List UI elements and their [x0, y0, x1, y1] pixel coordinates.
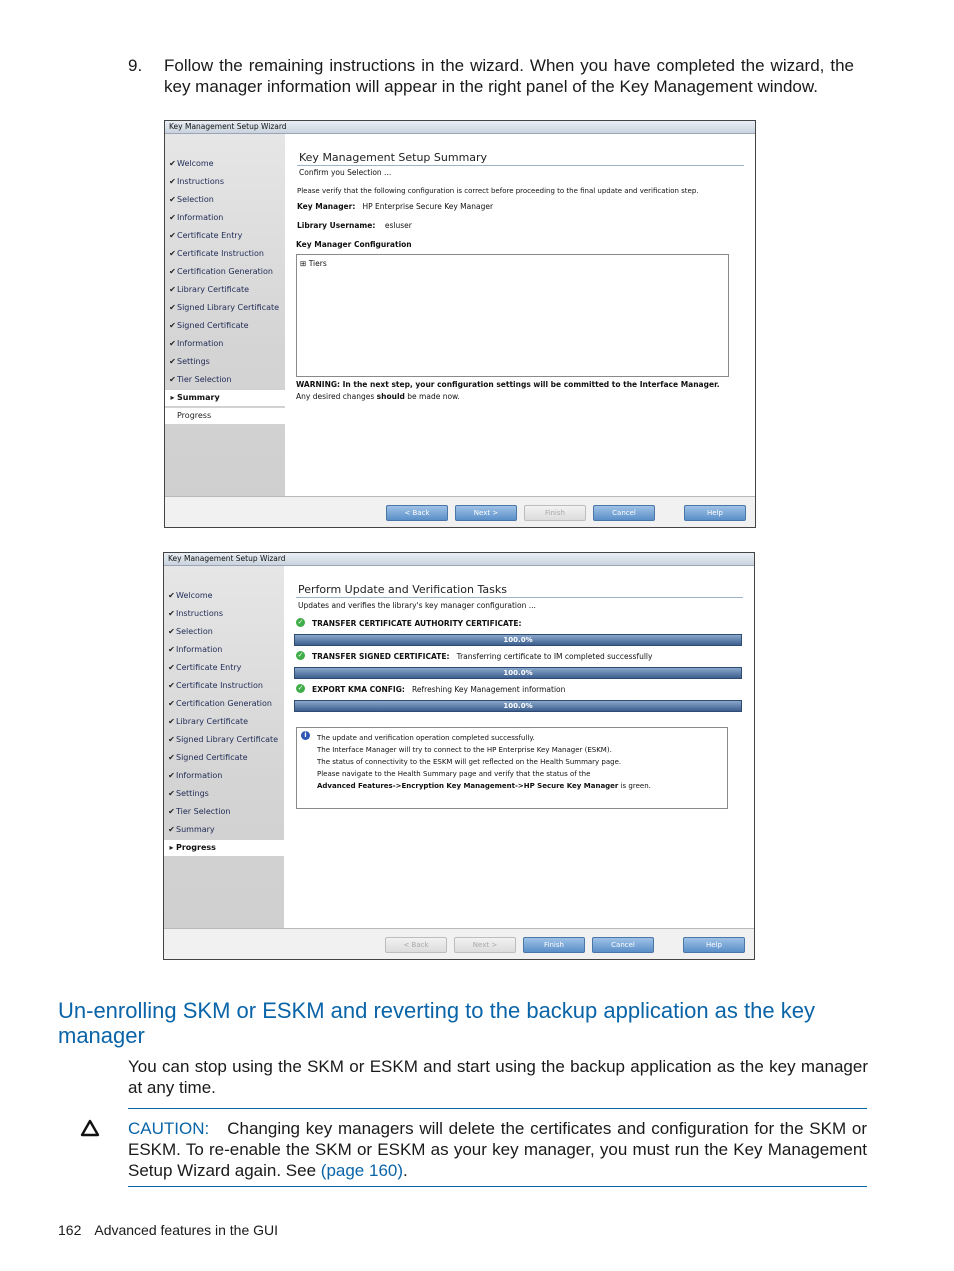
success-icon: ✓ — [297, 684, 304, 692]
info-path: Advanced Features->Encryption Key Management->HP Secure Key Manager — [317, 782, 619, 790]
sidebar-item-label: Information — [176, 771, 223, 780]
wizard-footer — [165, 496, 755, 527]
check-icon: ✔ — [169, 195, 176, 204]
info-tail: is green. — [618, 782, 651, 790]
sidebar-item-label: Summary — [176, 825, 215, 834]
task-row — [312, 685, 565, 694]
finish-button[interactable]: Finish — [523, 937, 585, 953]
sidebar-item[interactable] — [165, 318, 285, 334]
key-manager-label: Key Manager: — [297, 202, 356, 211]
progress-text: 100.0% — [503, 636, 533, 644]
info-line: The Interface Manager will try to connect to the HP Enterprise Key Manager (ESKM). — [317, 746, 612, 754]
wizard-window-title: Key Management Setup Wizard — [164, 553, 754, 566]
sidebar-item-label: Information — [176, 645, 223, 654]
sidebar-item-label: Certification Generation — [176, 699, 272, 708]
cancel-button[interactable]: Cancel — [593, 505, 655, 521]
check-icon: ✔ — [168, 699, 175, 708]
sidebar-item-label: Tier Selection — [177, 375, 232, 384]
sidebar-item[interactable] — [164, 714, 284, 730]
sidebar-item[interactable] — [164, 606, 284, 622]
check-icon: ✔ — [168, 681, 175, 690]
sidebar-item-label: Welcome — [176, 591, 213, 600]
check-icon: ✔ — [169, 357, 176, 366]
sidebar-item[interactable] — [164, 750, 284, 766]
sidebar-item-label: Certification Generation — [177, 267, 273, 276]
check-icon: ✔ — [168, 771, 175, 780]
task-label: TRANSFER SIGNED CERTIFICATE: — [312, 652, 450, 661]
wizard-summary-screenshot — [164, 120, 756, 528]
caution-box — [128, 1108, 867, 1187]
warning-text-a: Any desired changes — [296, 392, 377, 401]
sidebar-item[interactable] — [164, 660, 284, 676]
check-icon: ✔ — [168, 807, 175, 816]
progress-bar — [294, 700, 742, 712]
sidebar-item-label: Information — [177, 339, 224, 348]
key-manager-value: HP Enterprise Secure Key Manager — [362, 202, 494, 211]
sidebar-item[interactable] — [165, 192, 285, 208]
warning-text-c: be made now. — [404, 392, 460, 401]
sidebar-item[interactable] — [164, 696, 284, 712]
finish-button[interactable]: Finish — [524, 505, 586, 521]
check-icon: ✔ — [169, 231, 176, 240]
step-number: 9. — [128, 56, 143, 75]
page-link[interactable]: (page 160) — [320, 1161, 404, 1180]
section-heading: Un-enrolling SKM or ESKM and reverting to the backup application as the key manager — [58, 998, 815, 1048]
info-box — [296, 727, 728, 809]
step-text: Follow the remaining instructions in the wizard. When you have completed the wizard, the key manager information will appear in the right panel of the Key Management window. — [164, 56, 854, 96]
info-line: Please navigate to the Health Summary page and verify that the status of the — [317, 770, 591, 778]
sidebar-item[interactable] — [165, 246, 285, 262]
info-line: The status of connectivity to the ESKM will get reflected on the Health Summary page. — [317, 758, 622, 766]
task-detail: Refreshing Key Management information — [412, 685, 566, 694]
sidebar-item[interactable] — [164, 678, 284, 694]
sidebar-item[interactable] — [164, 588, 284, 604]
check-icon: ✔ — [168, 735, 175, 744]
check-icon: ✔ — [168, 825, 175, 834]
check-icon: ✔ — [169, 375, 176, 384]
cancel-button[interactable]: Cancel — [592, 937, 654, 953]
sidebar-item-label: Instructions — [177, 177, 224, 186]
check-icon: ✔ — [169, 339, 176, 348]
config-label-text: Key Manager Configuration — [296, 240, 412, 249]
info-line: The update and verification operation completed successfully. — [317, 734, 535, 742]
section-body: You can stop using the SKM or ESKM and start using the backup application as the key manager at any time. — [128, 1057, 868, 1097]
progress-text: 100.0% — [503, 702, 533, 710]
help-button[interactable]: Help — [684, 505, 746, 521]
library-username-row — [297, 221, 412, 230]
warning-text-b: should — [376, 392, 405, 401]
sidebar-item-label: Welcome — [177, 159, 214, 168]
progress-text: 100.0% — [503, 669, 533, 677]
sidebar-item-current[interactable] — [165, 390, 285, 406]
check-icon: ✔ — [169, 177, 176, 186]
warning-line-2 — [296, 392, 460, 401]
check-icon: ✔ — [168, 789, 175, 798]
confirm-text: Confirm you Selection ... — [299, 168, 392, 177]
sidebar-item[interactable] — [165, 408, 285, 424]
expand-icon[interactable]: ⊞ — [300, 259, 307, 268]
sidebar-item-label: Certificate Entry — [177, 231, 243, 240]
next-button[interactable]: Next > — [454, 937, 516, 953]
config-label — [296, 240, 412, 249]
check-icon: ✔ — [169, 249, 176, 258]
progress-bar — [294, 667, 742, 679]
check-icon: ✔ — [168, 663, 175, 672]
sidebar-item-label: Instructions — [176, 609, 223, 618]
sidebar-item[interactable] — [164, 624, 284, 640]
check-icon: ✔ — [168, 591, 175, 600]
sidebar-item-label: Certificate Instruction — [177, 249, 264, 258]
arrow-icon: ▸ — [169, 843, 174, 852]
caution-icon — [80, 1118, 100, 1138]
check-icon: ✔ — [168, 609, 175, 618]
sidebar-item-label: Tier Selection — [176, 807, 231, 816]
footer-title: Advanced features in the GUI — [94, 1222, 279, 1238]
sidebar-item[interactable] — [165, 282, 285, 298]
warning-bold: WARNING: In the next step, your configuration settings will be committed to the Interface Manager. — [296, 380, 720, 389]
wizard-window-title: Key Management Setup Wizard — [165, 121, 755, 134]
back-button[interactable]: < Back — [385, 937, 447, 953]
sidebar-item[interactable] — [164, 804, 284, 820]
sidebar-item-label: Progress — [176, 843, 216, 852]
wizard-main-panel — [285, 134, 755, 496]
sidebar-item-label: Selection — [177, 195, 214, 204]
wizard-footer — [164, 928, 754, 959]
library-username-label: Library Username: — [297, 221, 376, 230]
sidebar-item[interactable] — [165, 264, 285, 280]
sidebar-item-label: Library Certificate — [176, 717, 249, 726]
panel-title: Key Management Setup Summary — [297, 151, 744, 166]
task-row — [312, 652, 652, 661]
page-footer — [58, 1222, 278, 1238]
wizard-sidebar — [165, 134, 285, 496]
sidebar-item[interactable] — [165, 228, 285, 244]
task-row — [312, 619, 521, 628]
sidebar-item[interactable] — [165, 336, 285, 352]
check-icon: ✔ — [168, 753, 175, 762]
check-icon: ✔ — [169, 213, 176, 222]
sidebar-item[interactable] — [165, 174, 285, 190]
sidebar-item-label: Summary — [177, 393, 220, 402]
sidebar-item-label: Progress — [177, 411, 212, 420]
sidebar-item-label: Signed Library Certificate — [176, 735, 279, 744]
config-tree[interactable] — [296, 254, 729, 377]
sidebar-item[interactable] — [164, 822, 284, 838]
verify-text: Please verify that the following configuration is correct before proceeding to the final update and verification step. — [297, 187, 699, 195]
sidebar-item[interactable] — [165, 372, 285, 388]
sidebar-item-label: Selection — [176, 627, 213, 636]
task-detail: Transferring certificate to IM completed successfully — [456, 652, 653, 661]
sidebar-item-label: Settings — [177, 357, 210, 366]
success-icon: ✓ — [297, 651, 304, 659]
sidebar-item-label: Certificate Instruction — [176, 681, 263, 690]
check-icon: ✔ — [168, 627, 175, 636]
check-icon: ✔ — [169, 285, 176, 294]
check-icon: ✔ — [169, 303, 176, 312]
success-icon: ✓ — [297, 618, 304, 626]
sidebar-item-current[interactable] — [164, 840, 284, 856]
wizard-main-panel — [284, 566, 754, 928]
help-button[interactable]: Help — [683, 937, 745, 953]
sidebar-item[interactable] — [165, 300, 285, 316]
key-manager-row — [297, 202, 493, 211]
check-icon: ✔ — [169, 321, 176, 330]
check-icon: ✔ — [168, 645, 175, 654]
intro-text: Updates and verifies the library's key manager configuration ... — [298, 601, 536, 610]
progress-bar — [294, 634, 742, 646]
sidebar-item[interactable] — [165, 210, 285, 226]
tree-item-label: Tiers — [308, 259, 327, 268]
wizard-progress-screenshot — [163, 552, 755, 960]
panel-title: Perform Update and Verification Tasks — [296, 583, 743, 598]
warning-line-1 — [296, 380, 720, 389]
sidebar-item-label: Library Certificate — [177, 285, 250, 294]
info-line-last — [317, 782, 651, 790]
caution-end: . — [403, 1161, 408, 1180]
arrow-icon: ▸ — [170, 393, 175, 402]
caution-label: CAUTION: — [128, 1119, 210, 1138]
next-button[interactable]: Next > — [455, 505, 517, 521]
sidebar-item[interactable] — [164, 768, 284, 784]
caution-body: Changing key managers will delete the certificates and configuration for the SKM or ESKM. To re-enable the SKM or ESKM as your key manager, you must run the Key Management Setup Wizard again. See — [128, 1119, 867, 1180]
sidebar-item[interactable] — [164, 786, 284, 802]
check-icon: ✔ — [169, 267, 176, 276]
page-number: 162 — [58, 1222, 82, 1238]
sidebar-item-label: Signed Library Certificate — [177, 303, 280, 312]
task-label: EXPORT KMA CONFIG: — [312, 685, 405, 694]
sidebar-item-label: Information — [177, 213, 224, 222]
sidebar-item-label: Signed Certificate — [177, 321, 249, 330]
info-icon: i — [301, 731, 310, 740]
tree-row-tiers[interactable] — [300, 259, 327, 268]
back-button[interactable]: < Back — [386, 505, 448, 521]
wizard-sidebar — [164, 566, 284, 928]
sidebar-item-label: Settings — [176, 789, 209, 798]
sidebar-item[interactable] — [165, 156, 285, 172]
check-icon: ✔ — [169, 159, 176, 168]
task-label: TRANSFER CERTIFICATE AUTHORITY CERTIFICATE: — [312, 619, 522, 628]
sidebar-item-label: Signed Certificate — [176, 753, 248, 762]
library-username-value: esluser — [384, 221, 412, 230]
check-icon: ✔ — [168, 717, 175, 726]
caution-text — [128, 1118, 867, 1181]
sidebar-item[interactable] — [164, 732, 284, 748]
sidebar-item[interactable] — [164, 642, 284, 658]
sidebar-item[interactable] — [165, 354, 285, 370]
sidebar-item-label: Certificate Entry — [176, 663, 242, 672]
